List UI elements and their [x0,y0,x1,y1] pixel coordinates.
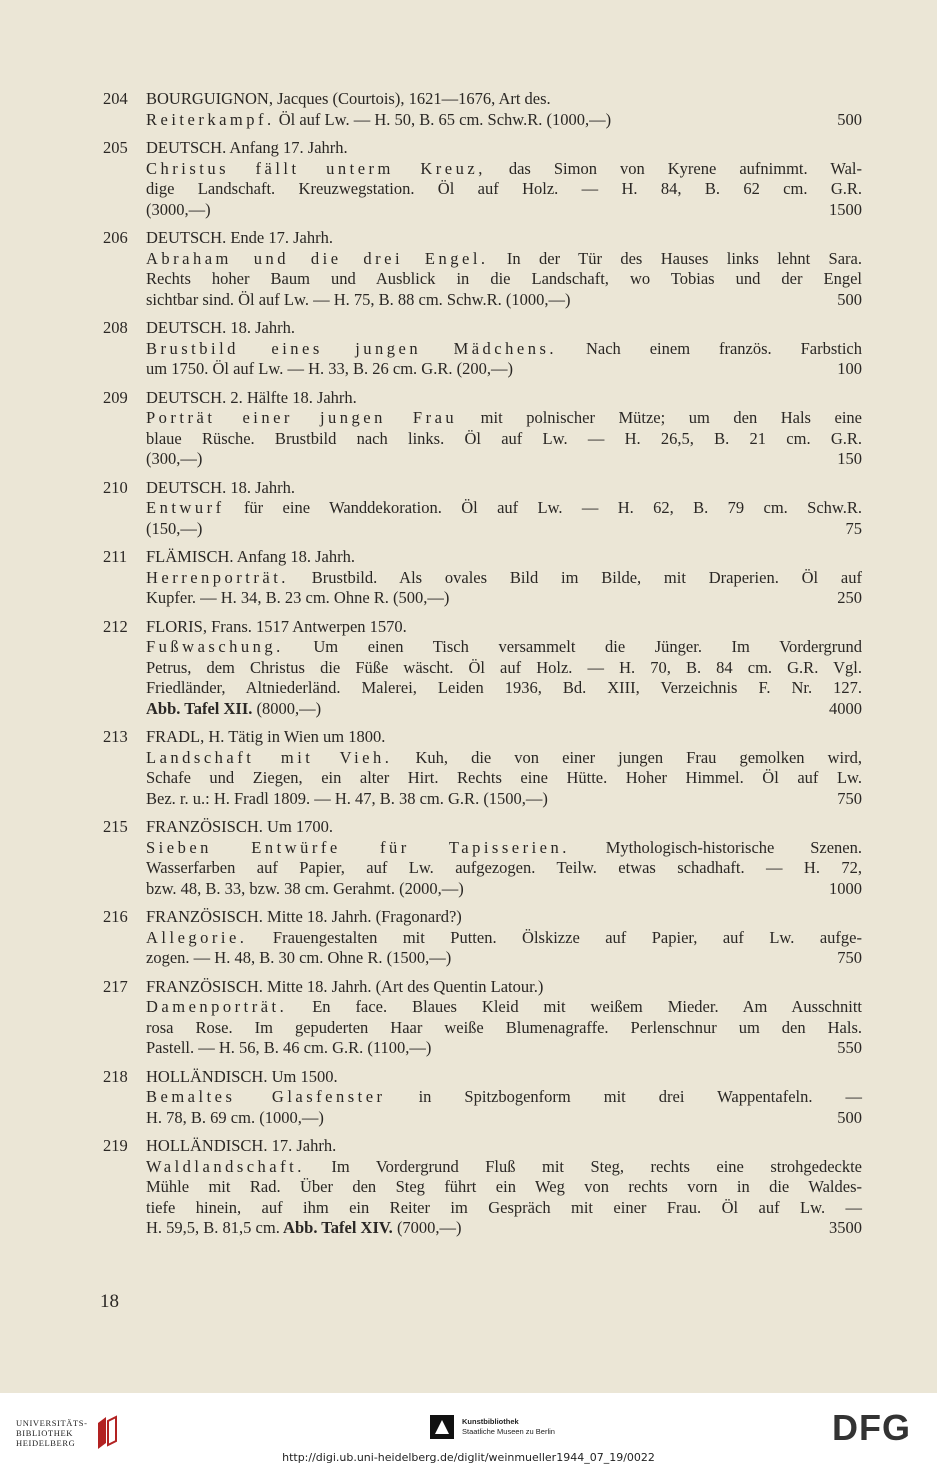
entry-line [146,1018,862,1039]
entry-line [146,727,862,748]
kunstbibliothek-logo[interactable] [430,1415,555,1439]
line-text: mit polnischer Mütze; um den Hals eine [457,408,862,427]
catalog-entry [0,318,937,380]
entry-line [146,547,862,568]
kunstbibliothek-icon [430,1415,454,1439]
line-content [146,290,571,311]
line-text: Öl auf Lw. — H. 50, B. 65 cm. Schw.R. (1000,—) [274,109,612,129]
entry-line [146,1067,862,1088]
line-text: BOURGUIGNON, Jacques (Courtois), 1621—1676, Art des. [146,89,551,108]
line-text: Schafe und Ziegen, ein alter Hirt. Rechts eine Hütte. Hoher Himmel. Öl auf Lw. [146,768,862,787]
line-text: (8000,—) [252,698,322,718]
line-content [146,449,202,470]
artwork-title: Waldlandschaft. [146,1156,305,1176]
lot-number: 208 [103,318,128,337]
line-content [146,1198,862,1217]
entry-line [146,699,862,720]
line-text: HOLLÄNDISCH. Um 1500. [146,1066,338,1086]
entry-text [146,138,862,220]
line-content [146,269,862,288]
entry-line [146,249,862,270]
line-text: FLÄMISCH. Anfang 18. Jahrh. [146,547,355,566]
line-text: FRANZÖSISCH. Um 1700. [146,817,334,836]
lot-price: 750 [837,948,862,967]
entry-line [146,948,862,969]
line-content [146,89,551,108]
artwork-title: Reiterkampf. [146,109,275,129]
line-content [146,948,451,969]
line-text: Wasserfarben auf Papier, auf Lw. aufgezogen. Teilw. etwas schadhaft. — H. 72, [146,858,862,877]
entry-line [146,789,862,810]
line-content [146,1067,338,1086]
line-content [146,768,862,787]
catalog-entry [0,228,937,310]
entry-line [146,498,862,519]
line-text: Mythologisch-historische Szenen. [569,837,862,857]
plate-reference: Abb. Tafel XII. [146,698,253,718]
entry-line [146,617,862,638]
entry-text [146,478,862,540]
viewer-footer [0,1393,937,1473]
entry-text [146,727,862,809]
entry-line [146,997,862,1018]
catalog-entry [0,727,937,809]
artwork-title: Fußwaschung. [146,637,284,656]
artwork-title: Entwurf [146,498,225,517]
entry-text [146,1067,862,1129]
lot-price: 1500 [829,199,862,219]
lot-price: 250 [837,588,862,607]
entry-line [146,678,862,699]
catalog-entry [0,547,937,609]
lot-number: 212 [103,616,128,636]
lot-number: 217 [103,976,128,996]
entry-text [146,89,862,130]
line-content [146,789,548,810]
line-text: (3000,—) [146,199,211,219]
entry-line [146,1087,862,1108]
line-content [146,1108,324,1129]
entry-line [146,768,862,789]
line-content [146,1018,862,1037]
line-text: En face. Blaues Kleid mit weißem Mieder. Am Ausschnitt [287,997,862,1016]
line-text: tiefe hinein, auf ihm ein Reiter im Gespräch mit einer Frau. Öl auf Lw. — [146,1197,862,1217]
lot-number: 205 [103,138,128,157]
kb-subtitle: Staatliche Museen zu Berlin [462,1427,555,1436]
line-text: Brustbild. Als ovales Bild im Bilde, mit Draperien. Öl auf [288,567,862,587]
line-text: DEUTSCH. 2. Hälfte 18. Jahrh. [146,387,357,407]
artwork-title: Sieben Entwürfe für Tapisserien. [146,837,570,857]
line-content [146,547,355,566]
entry-line [146,879,862,900]
entry-text [146,388,862,470]
line-text: DEUTSCH. Ende 17. Jahrh. [146,228,333,247]
line-text: bzw. 48, B. 33, bzw. 38 cm. Gerahmt. (2000,—) [146,878,464,898]
lot-number: 210 [103,477,128,497]
kb-title: Kunstbibliothek [462,1417,519,1426]
line-content [146,408,862,427]
lot-price: 550 [837,1038,862,1057]
catalog-entry [0,89,937,130]
catalog-entry [0,907,937,969]
line-content [146,928,862,947]
line-content [146,110,611,131]
line-text: Nach einem französ. Farbstich [557,338,863,358]
line-text: FRADL, H. Tätig in Wien um 1800. [146,727,386,746]
line-text: um 1750. Öl auf Lw. — H. 33, B. 26 cm. G.R. (200,—) [146,359,513,378]
catalog-entry [0,1136,937,1239]
dfg-logo[interactable]: DFG [832,1407,911,1448]
entry-line [146,110,862,131]
line-content [146,1087,862,1106]
artwork-title: Allegorie. [146,927,248,947]
kunstbibliothek-text [462,1417,555,1437]
line-content [146,617,407,636]
lot-number: 213 [103,727,128,746]
page-number: 18 [100,1291,119,1312]
line-text: rosa Rose. Im gepuderten Haar weiße Blumenagraffe. Perlenschnur um den Hals. [146,1017,862,1037]
entry-line [146,1177,862,1198]
lot-number: 209 [103,387,128,407]
line-content [146,318,295,337]
line-text: das Simon von Kyrene aufnimmt. Wal- [485,158,862,178]
entry-text [146,617,862,720]
entry-line [146,858,862,879]
entry-text [146,1136,862,1239]
entry-line [146,228,862,249]
artwork-title: Damenporträt. [146,997,288,1016]
entry-line [146,907,862,928]
entry-line [146,588,862,609]
line-content [146,997,862,1016]
entry-line [146,318,862,339]
catalog-entry [0,478,937,540]
line-content [146,1177,862,1196]
line-content [146,1136,336,1155]
line-content [146,429,862,448]
catalog-entry [0,388,937,470]
entry-line [146,449,862,470]
line-text: dige Landschaft. Kreuzwegstation. Öl auf Holz. — H. 84, B. 62 cm. G.R. [146,179,862,198]
line-content [146,359,513,380]
lot-number: 215 [103,817,128,836]
line-text: H. 59,5, B. 81,5 cm. [146,1218,280,1237]
entry-line [146,748,862,769]
line-text: DEUTSCH. 18. Jahrh. [146,477,295,497]
plate-reference: Abb. Tafel XIV. [279,1218,393,1237]
entry-line [146,928,862,949]
line-text: Rechts hoher Baum und Ausblick in die Landschaft, wo Tobias und der Engel [146,269,862,288]
entry-line [146,290,862,311]
lot-price: 500 [837,109,862,129]
line-content [146,817,333,836]
line-text: (7000,—) [392,1218,462,1237]
line-text: FLORIS, Frans. 1517 Antwerpen 1570. [146,616,407,636]
line-content [146,228,333,247]
line-text: sichtbar sind. Öl auf Lw. — H. 75, B. 88 cm. Schw.R. (1000,—) [146,289,571,309]
lot-price: 100 [837,359,862,378]
line-text: (300,—) [146,449,203,468]
line-text: Um einen Tisch versammelt die Jünger. Im Vordergrund [283,637,862,656]
lot-number: 206 [103,228,128,247]
artwork-title: Christus fällt unterm Kreuz, [146,158,486,178]
ub-logo-text [16,1418,88,1448]
line-content [146,1218,462,1239]
entry-line [146,339,862,360]
entry-line [146,429,862,450]
line-content [146,858,862,877]
artwork-title: Porträt einer jungen Frau [146,408,458,427]
line-content [146,478,295,497]
entry-text [146,977,862,1059]
entry-line [146,1038,862,1059]
catalog-entries [0,89,937,1247]
lot-price: 750 [837,788,862,808]
entry-line [146,1218,862,1239]
lot-number: 204 [103,89,128,108]
line-content [146,498,862,517]
entry-line [146,138,862,159]
entry-line [146,568,862,589]
artwork-title: Herrenporträt. [146,567,289,587]
entry-line [146,1198,862,1219]
entry-line [146,159,862,180]
line-text: DEUTSCH. Anfang 17. Jahrh. [146,138,348,157]
entry-text [146,817,862,899]
line-text: Frauengestalten mit Putten. Ölskizze auf Papier, auf Lw. aufge- [247,927,862,947]
artwork-title: Brustbild eines jungen Mädchens. [146,338,558,358]
entry-line [146,1157,862,1178]
page-url[interactable]: http://digi.ub.uni-heidelberg.de/diglit/weinmueller1944_07_19/0022 [282,1451,655,1464]
line-text: für eine Wanddekoration. Öl auf Lw. — H. 62, B. 79 cm. Schw.R. [224,498,862,517]
line-content [146,658,862,677]
line-content [146,388,357,407]
line-content [146,568,862,587]
lot-price: 500 [837,289,862,309]
line-text: FRANZÖSISCH. Mitte 18. Jahrh. (Art des Quentin Latour.) [146,976,544,996]
ub-heidelberg-logo[interactable] [16,1415,120,1451]
line-content [146,699,321,720]
entry-line [146,388,862,409]
entry-line [146,637,862,658]
line-content [146,727,385,746]
ub-emblem-icon [94,1415,120,1451]
entry-text [146,318,862,380]
line-content [146,838,862,857]
line-text: zogen. — H. 48, B. 30 cm. Ohne R. (1500,—) [146,948,452,967]
line-text: Pastell. — H. 56, B. 46 cm. G.R. (1100,—) [146,1038,432,1057]
lot-price: 500 [837,1107,862,1127]
ub-logo-line: HEIDELBERG [16,1438,76,1448]
entry-line [146,359,862,380]
entry-line [146,519,862,540]
entry-line [146,408,862,429]
line-text: Friedländer, Altniederländ. Malerei, Leiden 1936, Bd. XIII, Verzeichnis F. Nr. 127. [146,678,862,697]
line-content [146,179,862,198]
line-text: Petrus, dem Christus die Füße wäscht. Öl auf Holz. — H. 70, B. 84 cm. G.R. Vgl. [146,657,862,677]
entry-text [146,907,862,969]
line-content [146,1157,862,1176]
line-content [146,588,449,609]
line-text: Kuh, die von einer jungen Frau gemolken wird, [392,747,862,767]
catalog-entry [0,817,937,899]
entry-text [146,228,862,310]
ub-logo-line: UNIVERSITÄTS- [16,1418,88,1428]
line-content [146,159,862,178]
lot-price: 4000 [829,698,862,718]
line-content [146,339,862,358]
line-content [146,748,862,767]
line-content [146,879,464,900]
line-text: Mühle mit Rad. Über den Steg führt ein Weg von rechts vorn in die Waldes- [146,1177,862,1196]
catalog-entry [0,1067,937,1129]
lot-number: 216 [103,907,128,926]
line-content [146,1038,431,1059]
ub-logo-line: BIBLIOTHEK [16,1428,73,1438]
line-content [146,519,202,540]
entry-line [146,838,862,859]
line-content [146,977,543,996]
line-text: In der Tür des Hauses links lehnt Sara. [488,248,862,268]
line-content [146,678,862,697]
entry-line [146,1108,862,1129]
entry-text [146,547,862,609]
artwork-title: Bemaltes Glasfenster [146,1087,386,1106]
entry-line [146,179,862,200]
artwork-title: Landschaft mit Vieh. [146,747,393,767]
entry-line [146,1136,862,1157]
line-text: Bez. r. u.: H. Fradl 1809. — H. 47, B. 38 cm. G.R. (1500,—) [146,788,548,808]
lot-price: 3500 [829,1218,862,1237]
lot-number: 219 [103,1136,128,1155]
line-content [146,907,462,926]
entry-line [146,977,862,998]
line-text: HOLLÄNDISCH. 17. Jahrh. [146,1136,337,1155]
line-content [146,138,348,157]
entry-line [146,817,862,838]
entry-line [146,200,862,221]
lot-price: 150 [837,449,862,468]
entry-line [146,478,862,499]
lot-price: 1000 [829,878,862,898]
line-content [146,200,211,221]
artwork-title: Abraham und die drei Engel. [146,248,489,268]
catalog-entry [0,138,937,220]
entry-line [146,269,862,290]
line-text: DEUTSCH. 18. Jahrh. [146,318,295,337]
line-text: FRANZÖSISCH. Mitte 18. Jahrh. (Fragonard?) [146,907,462,926]
catalog-entry [0,977,937,1059]
entry-line [146,89,862,110]
entry-line [146,658,862,679]
line-text: Kupfer. — H. 34, B. 23 cm. Ohne R. (500,—) [146,588,450,607]
lot-price: 75 [845,518,862,538]
line-text: Im Vordergrund Fluß mit Steg, rechts eine strohgedeckte [304,1156,862,1176]
line-text: blaue Rüsche. Brustbild nach links. Öl auf Lw. — H. 26,5, B. 21 cm. G.R. [146,428,862,448]
lot-number: 211 [103,547,128,566]
line-text: in Spitzbogenform mit drei Wappentafeln. — [385,1087,862,1106]
catalog-entry [0,617,937,720]
lot-number: 218 [103,1066,128,1086]
line-text: (150,—) [146,518,203,538]
line-content [146,249,862,268]
line-text: H. 78, B. 69 cm. (1000,—) [146,1107,324,1127]
line-content [146,637,862,656]
